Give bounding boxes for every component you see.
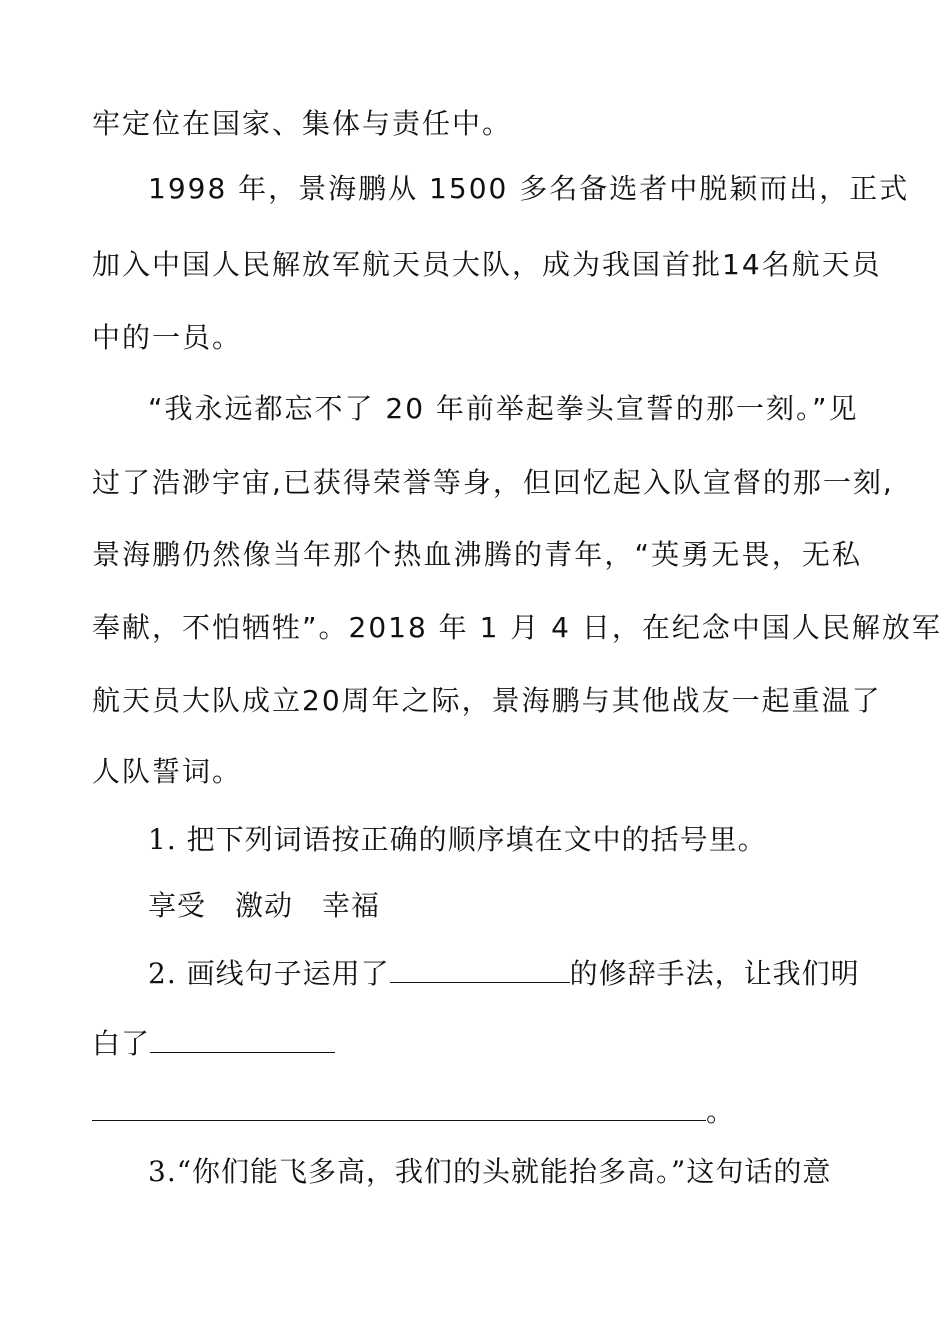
- question-2-suffix: 的修辞手法，让我们明: [569, 957, 860, 990]
- question-2-line-2-prefix: 白了: [92, 1027, 151, 1060]
- paragraph-2-line-2: 加入中国人民解放军航天员大队，成为我国首批14名航天员: [92, 248, 882, 281]
- question-2-line-2: [92, 1022, 862, 1064]
- paragraph-3-line-2: 过了浩渺宇宙,已获得荣誉等身，但回忆起入队宣督的那一刻,: [92, 466, 894, 499]
- question-2-line-3: [92, 1090, 862, 1132]
- question-2-prefix: 2. 画线句子运用了: [148, 957, 390, 990]
- question-1: 1. 把下列词语按正确的顺序填在文中的括号里。: [148, 823, 767, 856]
- paragraph-2-line-1: 1998 年，景海鹏从 1500 多名备选者中脱颖而出，正式: [148, 172, 910, 205]
- question-1-words: 享受 激动 幸福: [148, 889, 381, 922]
- paragraph-3-line-1: “我永远都忘不了 20 年前举起拳头宣誓的那一刻。”见: [148, 392, 859, 425]
- paragraph-3-line-6: 人队誓词。: [92, 755, 243, 788]
- answer-blank-rhetoric[interactable]: [390, 952, 570, 983]
- paragraph-2-line-3: 中的一员。: [92, 321, 243, 354]
- question-3: 3.“你们能飞多高，我们的头就能抬多高。”这句话的意: [148, 1155, 832, 1188]
- question-2-end: 。: [706, 1095, 736, 1128]
- question-2: [148, 952, 860, 994]
- paragraph-1-end: 牢定位在国家、集体与责任中。: [92, 107, 513, 140]
- paragraph-3-line-4: 奉献，不怕牺牲”。2018 年 1 月 4 日，在纪念中国人民解放军: [92, 611, 942, 644]
- answer-blank-meaning[interactable]: [150, 1022, 335, 1053]
- answer-blank-meaning-cont[interactable]: [92, 1090, 706, 1121]
- paragraph-3-line-5: 航天员大队成立20周年之际，景海鹏与其他战友一起重温了: [92, 684, 882, 717]
- paragraph-3-line-3: 景海鹏仍然像当年那个热血沸腾的青年，“英勇无畏，无私: [92, 538, 862, 571]
